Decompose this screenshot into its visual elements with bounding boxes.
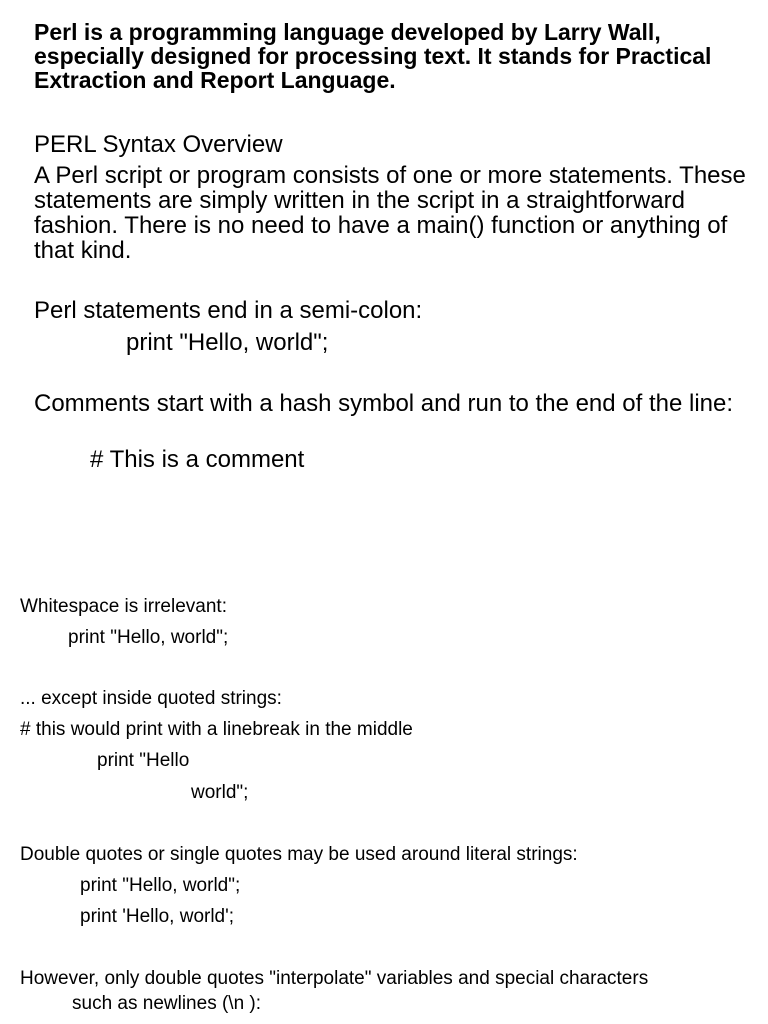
- quoted-comment: # this would print with a linebreak in the middle: [20, 719, 413, 740]
- interpolate-text-line1: However, only double quotes "interpolate" variables and special characters: [20, 968, 649, 989]
- whitespace-code: print "Hello, world";: [68, 627, 229, 648]
- statements-code: print "Hello, world";: [126, 329, 329, 356]
- quotes-code-single: print 'Hello, world';: [80, 906, 235, 927]
- comments-code: # This is a comment: [90, 446, 305, 473]
- quoted-text: ... except inside quoted strings:: [20, 688, 282, 709]
- whitespace-text: Whitespace is irrelevant:: [20, 596, 227, 617]
- statements-text: Perl statements end in a semi-colon:: [34, 297, 423, 324]
- interpolate-text-line2: such as newlines (\n ):: [72, 993, 262, 1014]
- quoted-code-line2: world";: [191, 782, 249, 803]
- quotes-text: Double quotes or single quotes may be used around literal strings:: [20, 844, 578, 865]
- comments-text: Comments start with a hash symbol and run to the end of the line:: [34, 390, 734, 417]
- syntax-overview-heading: PERL Syntax Overview: [34, 131, 283, 158]
- syntax-overview-paragraph: A Perl script or program consists of one or more statements. These statements are simply written in the script in a straightforward fashion. There is no need to have a main() function or anything of that kind.: [34, 162, 746, 264]
- intro-paragraph: Perl is a programming language developed by Larry Wall, especially designed for processing text. It stands for Practical Extraction and Report Language.: [34, 19, 712, 93]
- quoted-code-line1: print "Hello: [97, 750, 190, 771]
- quotes-code-double: print "Hello, world";: [80, 875, 241, 896]
